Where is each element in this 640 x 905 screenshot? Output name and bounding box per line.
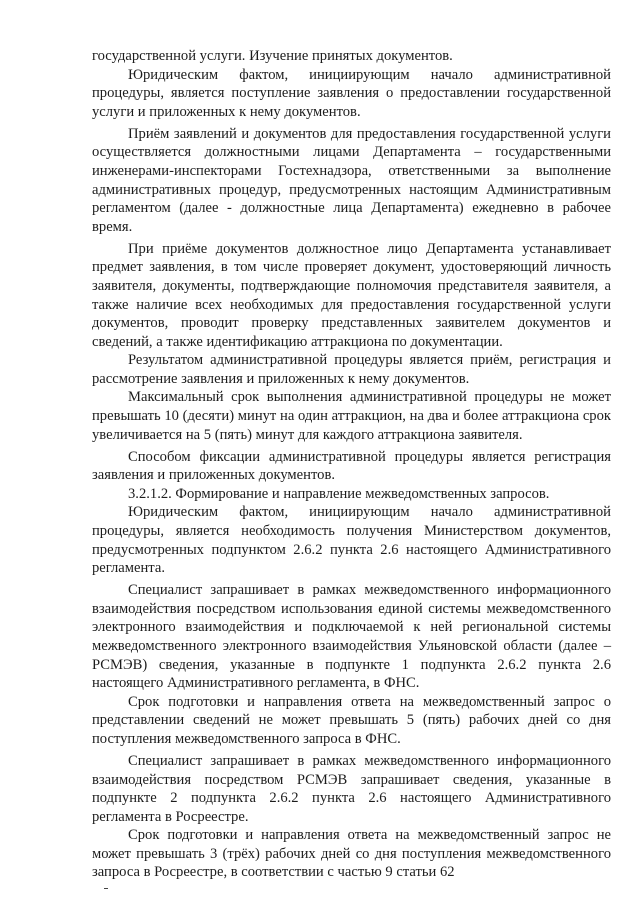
paragraph-11: Срок подготовки и направления ответа на межведомственный запрос о представлении сведений не может превышать 5 (пять) рабочих дней со дня поступления межведомственного запроса в ФНС. — [92, 693, 611, 747]
scan-speck — [104, 888, 108, 889]
paragraph-9: Юридическим фактом, инициирующим начало административной процедуры, является необходимость получения Министерством документов, предусмотренных подпунктом 2.6.2 пункта 2.6 настоящего Административного регламента. — [92, 504, 611, 577]
paragraph-4: При приёме документов должностное лицо Департамента устанавливает предмет заявления, в том числе проверяет документ, удостоверяющий личность заявителя, документы, подтверждающие полномочия представителя заявителя, а также наличие всех необходимых для предоставления государственной услуги документов, проводит проверку представленных заявителем документов и сведений, а также идентификацию аттракциона по документации. — [92, 240, 611, 350]
paragraph-5: Результатом административной процедуры является приём, регистрация и рассмотрение заявления и приложенных к нему документов. — [92, 352, 611, 387]
document-body — [92, 47, 611, 882]
paragraph-1: государственной услуги. Изучение принятых документов. — [92, 48, 453, 64]
paragraph-6: Максимальный срок выполнения административной процедуры не может превышать 10 (десяти) минут на один аттракцион, на два и более аттракциона срок увеличивается на 5 (пять) минут для каждого аттракциона заявителя. — [92, 389, 611, 443]
paragraph-13: Срок подготовки и направления ответа на межведомственный запрос не может превышать 3 (трёх) рабочих дней со дня поступления межведомственного запроса в Росреестре, в соответствии с частью 9 статьи 62 — [92, 827, 611, 881]
section-heading-3-2-1-2: 3.2.1.2. Формирование и направление межведомственных запросов. — [128, 485, 550, 502]
paragraph-3: Приём заявлений и документов для предоставления государственной услуги осуществляется должностными лицами Департамента – государственными инженерами-инспекторами Гостехнадзора, ответственными за выполнение административных процедур, предусмотренных настоящим Административным регламентом (далее - должностные лица Департамента) ежедневно в рабочее время. — [92, 125, 611, 235]
paragraph-12: Специалист запрашивает в рамках межведомственного информационного взаимодействия посредством РСМЭВ запрашивает сведения, указанные в подпункте 2 подпункта 2.6.2 пункта 2.6 настоящего Административного регламента в Росреестре. — [92, 752, 611, 825]
paragraph-7: Способом фиксации административной процедуры является регистрация заявления и приложенных документов. — [92, 448, 611, 484]
paragraph-10: Специалист запрашивает в рамках межведомственного информационного взаимодействия посредством использования единой системы межведомственного электронного взаимодействия и подключаемой к ней региональной системы межведомственного электронного взаимодействия Ульяновской области (далее – РСМЭВ) сведения, указанные в подпункте 1 подпункта 2.6.2 пункта 2.6 настоящего Административного регламента, в ФНС. — [92, 582, 611, 692]
paragraph-2: Юридическим фактом, инициирующим начало административной процедуры, является поступление заявления о предоставлении государственной услуги и приложенных к нему документов. — [92, 66, 611, 120]
